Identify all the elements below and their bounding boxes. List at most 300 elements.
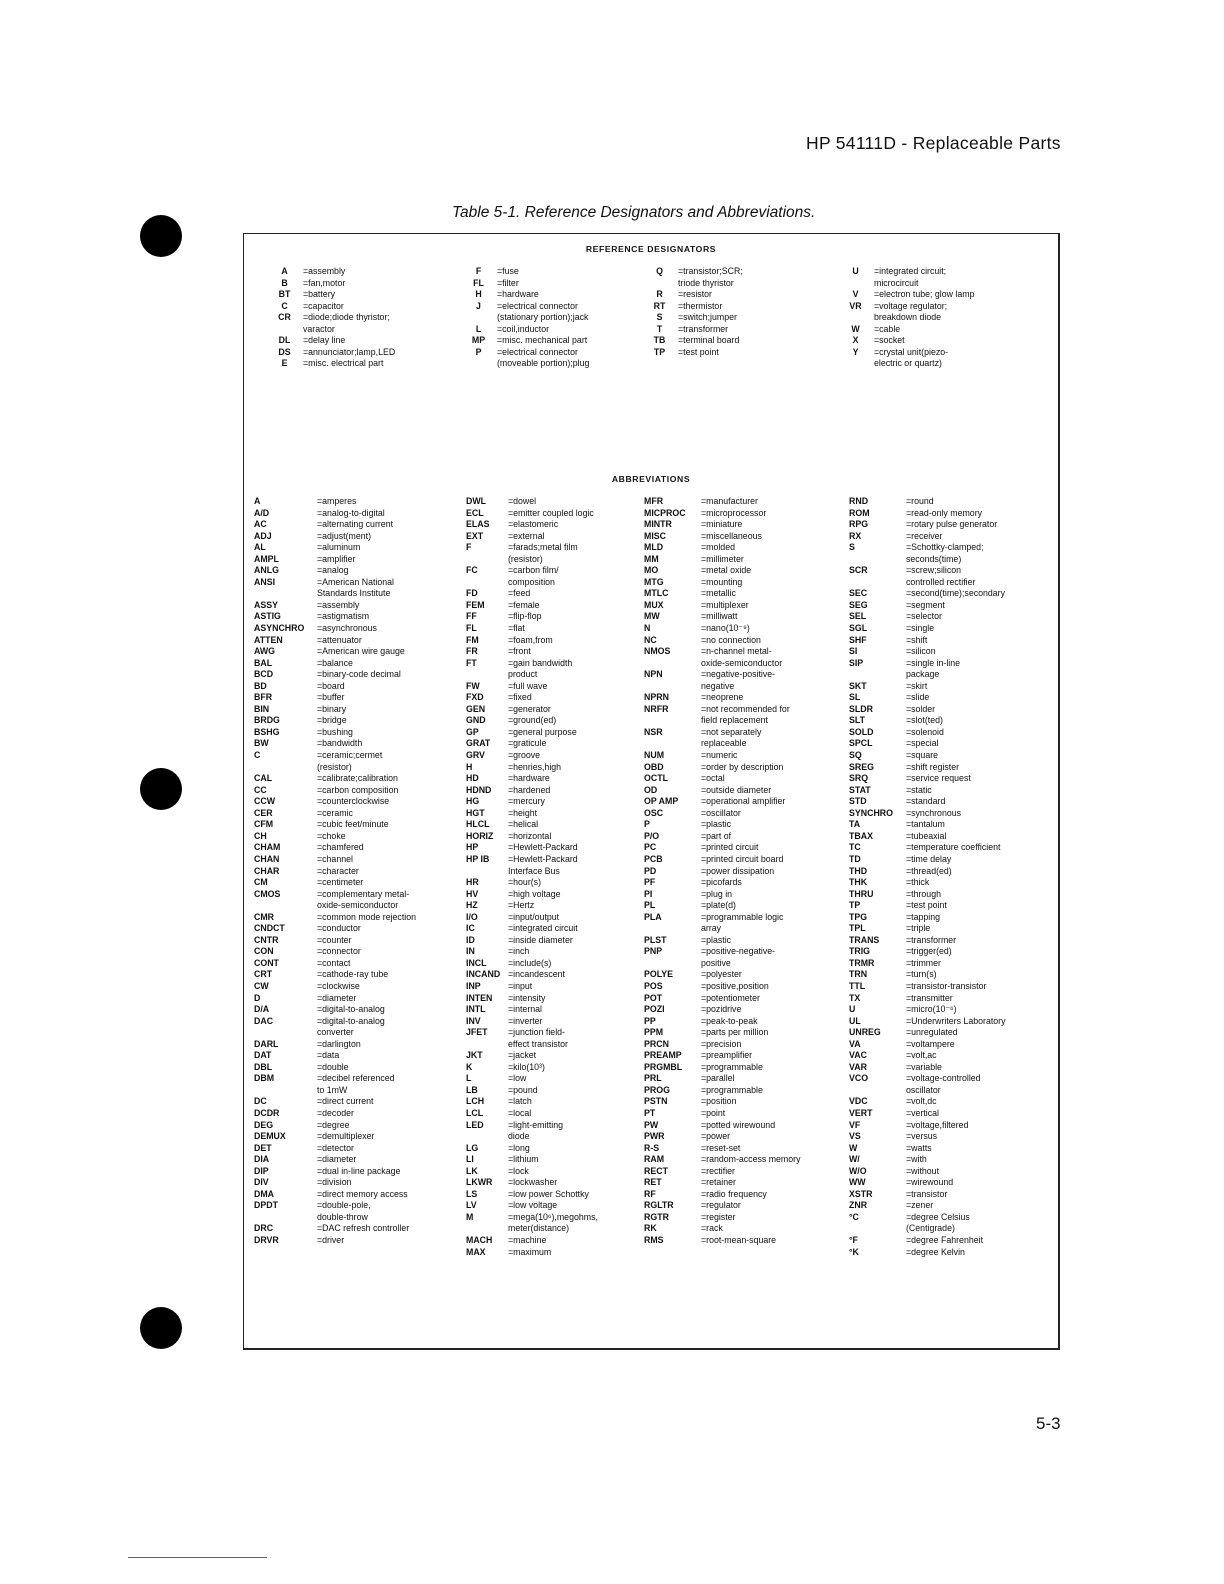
entry-description: =American National Standards Institute (317, 576, 395, 599)
entry-row (849, 1039, 1054, 1051)
entry-code: OD (644, 784, 658, 795)
entry-description: =flip-flop (508, 611, 542, 622)
entry-code: AC (254, 519, 267, 530)
entry-row (849, 1154, 1054, 1166)
entry-row (849, 854, 1054, 866)
entry-description: =decibel referenced to 1mW (317, 1073, 395, 1095)
entry-row (466, 785, 644, 797)
entry-description: =mega(10⁶),megohms, meter(distance) (508, 1211, 598, 1234)
entry-row (849, 842, 1054, 854)
entry-row (266, 278, 431, 290)
entry-row (254, 923, 466, 935)
entry-code: INTL (466, 1004, 486, 1015)
entry-code: RND (849, 496, 869, 506)
entry-code: GND (466, 715, 486, 726)
entry-code: F (466, 542, 472, 553)
entry-code: U (849, 1004, 856, 1015)
entry-description: =parallel (701, 1073, 735, 1084)
entry-description: =slide (906, 692, 930, 703)
entry-description: =Hertz (508, 900, 535, 911)
entry-row (641, 301, 816, 313)
entry-row (644, 646, 844, 669)
entry-description: =counterclockwise (317, 796, 390, 807)
entry-code: TB (653, 335, 666, 346)
entry-code: AMPL (254, 553, 279, 564)
entry-code: VERT (849, 1107, 873, 1118)
entry-code: MINTR (644, 519, 672, 530)
entry-row (254, 554, 466, 566)
entry-row (644, 565, 844, 577)
entry-code: PW (644, 1119, 659, 1130)
entry-description: =Hewlett-Packard (508, 842, 578, 853)
entry-row (466, 969, 644, 981)
entry-description: =switch;jumper (678, 312, 737, 323)
entry-code: SCR (849, 565, 868, 576)
entry-code: TRMR (849, 957, 875, 968)
entry-description: =inch (508, 946, 530, 957)
refdes-column-3 (641, 266, 816, 358)
entry-row (644, 1200, 844, 1212)
entry-description: =diameter (317, 992, 357, 1003)
entry-description: =trimmer (906, 957, 941, 968)
entry-row (849, 969, 1054, 981)
entry-row (644, 1235, 844, 1247)
entry-description: =double-pole, double-throw (317, 1200, 371, 1222)
entry-row (254, 1189, 466, 1201)
entry-description: =hardware (497, 289, 539, 300)
abbreviations-column-2 (466, 496, 644, 1258)
entry-description: =socket (874, 335, 905, 346)
entry-row (641, 324, 816, 336)
entry-row (849, 1027, 1054, 1039)
entry-code: DBM (254, 1073, 275, 1084)
entry-row (254, 1073, 466, 1096)
entry-row (644, 877, 844, 889)
entry-row (254, 981, 466, 993)
entry-code: INCL (466, 957, 487, 968)
entry-row (849, 600, 1054, 612)
entry-code: I/O (466, 911, 478, 922)
entry-row (460, 347, 630, 370)
entry-description: =ceramic;cermet (resistor) (317, 750, 383, 772)
entry-row (466, 1154, 644, 1166)
entry-row (266, 301, 431, 313)
entry-code: DEG (254, 1119, 274, 1130)
entry-code: DIP (254, 1165, 269, 1176)
entry-row (466, 819, 644, 831)
entry-description: =no connection (701, 634, 761, 645)
entry-description: =bridge (317, 715, 347, 726)
entry-description: =retainer (701, 1177, 736, 1188)
entry-code: STAT (849, 784, 871, 795)
entry-code: CAL (254, 773, 273, 784)
entry-code: FC (466, 565, 478, 576)
entry-code: SLDR (849, 703, 873, 714)
entry-description: =standard (906, 796, 946, 807)
entry-description: =assembly (303, 266, 346, 276)
entry-code: MM (644, 553, 659, 564)
entry-row (849, 1189, 1054, 1201)
entry-code: CW (254, 980, 269, 991)
entry-code: ECL (466, 507, 484, 518)
entry-code: PRL (644, 1073, 662, 1084)
entry-description: =tapping (906, 911, 940, 922)
entry-code: ANSI (254, 576, 276, 587)
entry-code: SIP (849, 657, 864, 668)
entry-description: =read-only memory (906, 507, 983, 518)
entry-row (254, 658, 466, 670)
entry-code: W (851, 323, 860, 334)
entry-description: =elastomeric (508, 519, 559, 530)
entry-row (466, 1120, 644, 1143)
entry-description: =board (317, 680, 345, 691)
entry-description: =counter (317, 934, 352, 945)
entry-row (644, 508, 844, 520)
entry-code: C (254, 750, 261, 761)
entry-code: IN (466, 946, 475, 957)
entry-code: GRAT (466, 738, 491, 749)
entry-code: SPCL (849, 738, 873, 749)
entry-description: =electrical connector (moveable portion);plug (497, 346, 590, 369)
entry-row (254, 1154, 466, 1166)
entry-code: HLCL (466, 819, 490, 830)
entry-description: =printed circuit board (701, 853, 784, 864)
entry-code: FEM (466, 599, 485, 610)
entry-description: =not recommended for field replacement (701, 703, 790, 726)
entry-row (849, 1120, 1054, 1132)
entry-code: Q (656, 266, 663, 276)
entry-description: =shift (906, 634, 928, 645)
entry-row (466, 1016, 644, 1028)
entry-row (466, 646, 644, 658)
entry-code: DS (278, 346, 291, 357)
entry-code: MP (471, 335, 486, 346)
entry-row (644, 900, 844, 912)
entry-description: =driver (317, 1235, 345, 1245)
entry-row (466, 1247, 644, 1259)
reference-designators-title: REFERENCE DESIGNATORS (585, 244, 717, 254)
entry-code: FT (466, 657, 477, 668)
entry-code: CON (254, 946, 274, 957)
entry-description: =test point (906, 900, 947, 911)
entry-description: =parts per million (701, 1027, 769, 1038)
entry-row (849, 681, 1054, 693)
entry-description: =potted wirewound (701, 1119, 776, 1130)
entry-row (466, 946, 644, 958)
entry-row (644, 993, 844, 1005)
entry-description: =lithium (508, 1154, 539, 1165)
entry-description: =diode;diode thyristor; varactor (303, 312, 390, 334)
entry-description: =latch (508, 1096, 532, 1107)
entry-code: DIV (254, 1177, 269, 1188)
entry-code: MLD (644, 542, 664, 553)
entry-code: TRN (849, 969, 868, 980)
entry-description: =filter (497, 277, 519, 288)
entry-row (254, 912, 466, 924)
entry-description: =high voltage (508, 888, 561, 899)
entry-code: DRVR (254, 1235, 279, 1245)
entry-code: MTLC (644, 588, 669, 599)
entry-code: VAR (849, 1061, 867, 1072)
entry-code: NMOS (644, 646, 671, 657)
entry-row (254, 796, 466, 808)
entry-description: =voltage,filtered (906, 1119, 969, 1130)
entry-description: =triple (906, 923, 931, 934)
entry-code: P/O (644, 830, 660, 841)
entry-row (849, 923, 1054, 935)
entry-description: =direct current (317, 1096, 374, 1107)
entry-code: BCD (254, 669, 274, 680)
entry-description: =clockwise (317, 980, 360, 991)
entry-row (460, 335, 630, 347)
entry-code: HDND (466, 784, 492, 795)
entry-row (644, 785, 844, 797)
entry-code: JFET (466, 1027, 488, 1038)
entry-row (644, 750, 844, 762)
entry-description: =misc. mechanical part (497, 335, 588, 346)
entry-row (466, 1200, 644, 1212)
entry-description: =unregulated (906, 1027, 958, 1038)
entry-row (466, 623, 644, 635)
entry-row (254, 600, 466, 612)
entry-description: =DAC refresh controller (317, 1223, 410, 1234)
entry-row (254, 854, 466, 866)
entry-description: =carbon film/ composition (508, 565, 559, 587)
entry-row (644, 611, 844, 623)
entry-row (849, 635, 1054, 647)
entry-description: =trigger(ed) (906, 946, 952, 957)
entry-code: SEC (849, 588, 868, 599)
entry-row (466, 600, 644, 612)
entry-description: =programmable (701, 1084, 763, 1095)
entry-description: =ceramic (317, 807, 353, 818)
entry-description: =jacket (508, 1050, 537, 1061)
entry-description: =delay line (303, 335, 346, 346)
entry-description: =balance (317, 657, 353, 668)
entry-description: =round (906, 496, 934, 506)
entry-code: JKT (466, 1050, 483, 1061)
entry-code: T (656, 323, 663, 334)
entry-row (466, 588, 644, 600)
entry-row (849, 704, 1054, 716)
entry-row (849, 796, 1054, 808)
entry-description: =internal (508, 1004, 542, 1015)
entry-code: RAM (644, 1154, 665, 1165)
entry-row (644, 808, 844, 820)
entry-row (466, 854, 644, 877)
entry-description: =oscillator (701, 807, 741, 818)
entry-description: =input/output (508, 911, 560, 922)
entry-code: LKWR (466, 1177, 493, 1188)
entry-row (644, 1085, 844, 1097)
entry-description: =reset-set (701, 1142, 741, 1153)
entry-row (254, 1096, 466, 1108)
entry-row (644, 1108, 844, 1120)
entry-row (644, 1016, 844, 1028)
entry-row (644, 1154, 844, 1166)
entry-code: CH (254, 830, 267, 841)
entry-code: CER (254, 807, 273, 818)
entry-code: SRQ (849, 773, 869, 784)
entry-code: TPG (849, 911, 868, 922)
entry-code: DCDR (254, 1107, 280, 1118)
entry-row (849, 1177, 1054, 1189)
entry-row (644, 1131, 844, 1143)
entry-code: DAT (254, 1050, 272, 1061)
entry-description: =precision (701, 1038, 742, 1049)
entry-code: GP (466, 726, 479, 737)
entry-code: VF (849, 1119, 861, 1130)
entry-row (254, 519, 466, 531)
entry-code: UL (849, 1015, 861, 1026)
entry-description: =electrical connector (stationary portion);jack (497, 300, 589, 323)
entry-description: =binary-code decimal (317, 669, 401, 680)
entry-description: =mercury (508, 796, 545, 807)
entry-code: W/O (849, 1165, 867, 1176)
entry-description: =turn(s) (906, 969, 937, 980)
entry-code: BFR (254, 692, 273, 703)
entry-description: =point (701, 1107, 726, 1118)
entry-code: RET (644, 1177, 662, 1188)
entry-code: TRIG (849, 946, 871, 957)
entry-row (849, 819, 1054, 831)
refdes-column-4 (837, 266, 997, 370)
entry-row (466, 727, 644, 739)
entry-row (837, 301, 997, 324)
entry-code: FM (466, 634, 479, 645)
entry-description: =height (508, 807, 538, 818)
entry-description: =complementary metal- oxide-semiconductor (317, 888, 410, 911)
entry-row (849, 900, 1054, 912)
entry-row (849, 958, 1054, 970)
abbreviations-column-1 (254, 496, 466, 1247)
entry-description: =resistor (678, 289, 712, 300)
entry-row (466, 1212, 644, 1235)
entry-row (849, 935, 1054, 947)
entry-code: NUM (644, 750, 665, 761)
entry-row (466, 900, 644, 912)
entry-code: CR (278, 312, 291, 323)
entry-row (254, 646, 466, 658)
entry-code: CNTR (254, 934, 279, 945)
entry-row (254, 773, 466, 785)
entry-description: =test point (678, 346, 719, 357)
abbreviations-title: ABBREVIATIONS (611, 474, 691, 484)
entry-code: ANLG (254, 565, 279, 576)
entry-description: =wirewound (906, 1177, 954, 1188)
entry-code: PP (644, 1015, 656, 1026)
entry-code: MACH (466, 1235, 493, 1245)
entry-description: =degree Kelvin (906, 1246, 965, 1257)
entry-description: =order by description (701, 761, 784, 772)
entry-row (254, 842, 466, 854)
entry-row (254, 542, 466, 554)
entry-row (644, 946, 844, 969)
entry-code: GRV (466, 750, 485, 761)
entry-row (254, 877, 466, 889)
entry-row (644, 969, 844, 981)
entry-row (849, 773, 1054, 785)
entry-description: =maximum (508, 1246, 552, 1257)
entry-code: DEMUX (254, 1131, 286, 1142)
entry-description: =transistor;SCR; triode thyristor (678, 266, 743, 288)
entry-description: =terminal board (678, 335, 740, 346)
entry-row (466, 935, 644, 947)
entry-description: =random-access memory (701, 1154, 801, 1165)
entry-row (466, 773, 644, 785)
entry-row (266, 266, 431, 278)
entry-description: =not separately replaceable (701, 726, 762, 749)
entry-description: =thermistor (678, 300, 723, 311)
entry-description: =degree Fahrenheit (906, 1235, 984, 1245)
entry-description: =graticule (508, 738, 547, 749)
entry-description: =skirt (906, 680, 928, 691)
entry-row (466, 715, 644, 727)
entry-description: =decoder (317, 1107, 354, 1118)
entry-code: ASTIG (254, 611, 281, 622)
entry-description: =integrated circuit; microcircuit (874, 266, 947, 288)
entry-description: =coil,inductor (497, 323, 550, 334)
entry-row (849, 658, 1054, 681)
entry-code: SKT (849, 680, 867, 691)
entry-code: DARL (254, 1038, 279, 1049)
entry-code: FD (466, 588, 478, 599)
entry-code: BIN (254, 703, 270, 714)
entry-description: =time delay (906, 853, 952, 864)
entry-code: LK (466, 1165, 478, 1176)
entry-code: PL (644, 900, 656, 911)
entry-code: INTEN (466, 992, 493, 1003)
entry-code: RPG (849, 519, 869, 530)
entry-row (254, 692, 466, 704)
entry-code: S (849, 542, 855, 553)
entry-code: LS (466, 1188, 478, 1199)
entry-row (849, 1131, 1054, 1143)
entry-row (849, 727, 1054, 739)
entry-description: =feed (508, 588, 531, 599)
entry-row (254, 785, 466, 797)
entry-description: =transistor (906, 1188, 948, 1199)
entry-row (254, 866, 466, 878)
entry-row (254, 1004, 466, 1016)
entry-row (466, 796, 644, 808)
entry-description: =astigmatism (317, 611, 370, 622)
entry-description: =calibrate;calibration (317, 773, 398, 784)
entry-description: =single (906, 623, 935, 634)
entry-description: =solenoid (906, 726, 944, 737)
entry-description: =plastic (701, 934, 732, 945)
entry-code: TTL (849, 980, 866, 991)
entry-row (644, 866, 844, 878)
entry-description: =bushing (317, 726, 353, 737)
entry-code: RMS (644, 1235, 664, 1245)
entry-code: NSR (644, 726, 663, 737)
entry-code: P (475, 346, 482, 357)
entry-code: NPN (644, 669, 663, 680)
entry-row (849, 993, 1054, 1005)
entry-description: =second(time);secondary (906, 588, 1006, 599)
entry-row (466, 923, 644, 935)
entry-description: =detector (317, 1142, 354, 1153)
entry-code: DPDT (254, 1200, 278, 1211)
entry-row (466, 542, 644, 565)
entry-code: ROM (849, 507, 870, 518)
entry-code: OCTL (644, 773, 668, 784)
entry-description: =cathode-ray tube (317, 969, 389, 980)
entry-code: B (281, 277, 288, 288)
entry-code: MTG (644, 576, 664, 587)
entry-code: CHAR (254, 865, 280, 876)
